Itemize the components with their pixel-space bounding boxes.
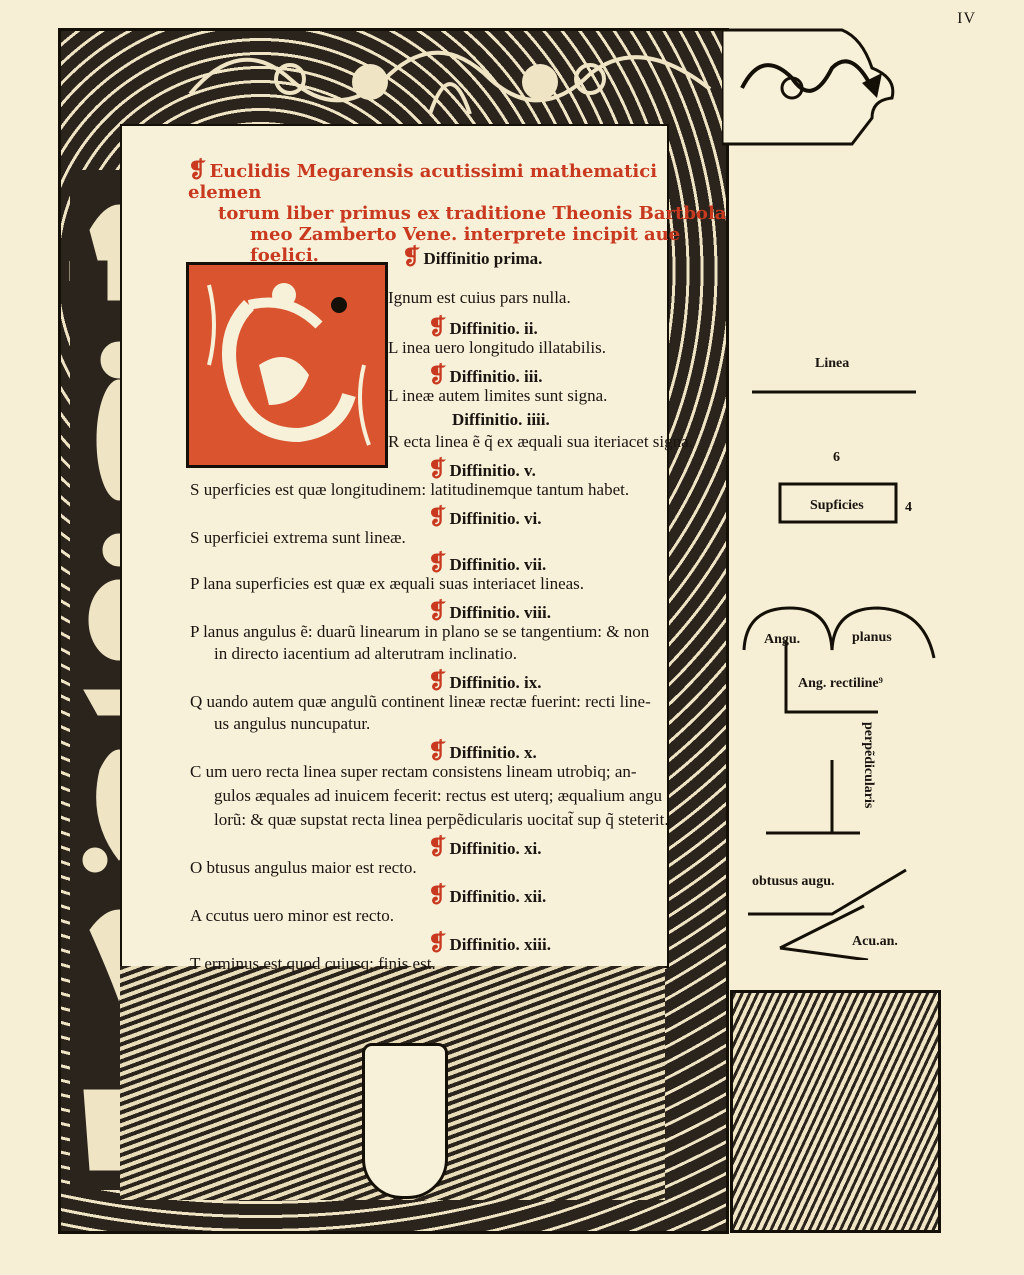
definition-text: S uperficies est quæ longitudinem: latitudinemque tantum habet. <box>190 480 630 499</box>
paragraph-mark-icon: ❡ <box>428 504 447 529</box>
definition-title: ❡ Diffinitio. viii. <box>428 598 551 623</box>
definition-text: R ecta linea ẽ q̃ ex æquali sua iteriacet signa. <box>388 432 693 451</box>
blank-shield <box>362 1043 448 1199</box>
definition-title: ❡ Diffinitio. xiii. <box>428 930 551 955</box>
paragraph-mark-icon: ❡ <box>428 882 447 907</box>
definition-title: ❡ Diffinitio prima. <box>402 244 543 269</box>
definition-title: Diffinitio. iiii. <box>452 410 550 429</box>
border-top-ornament <box>722 28 902 146</box>
planus-label: planus <box>852 630 892 645</box>
length-six-label: 6 <box>833 450 840 465</box>
paragraph-mark-icon: ❡ <box>188 157 207 183</box>
definition-text: O btusus angulus maior est recto. <box>190 858 417 877</box>
width-four-label: 4 <box>905 500 912 515</box>
paragraph-mark-icon: ❡ <box>428 456 447 481</box>
paragraph-mark-icon: ❡ <box>402 244 421 269</box>
decorated-initial <box>186 262 388 468</box>
paragraph-mark-icon: ❡ <box>428 834 447 859</box>
definition-title: ❡ Diffinitio. x. <box>428 738 537 763</box>
definition-text: us angulus nuncupatur. <box>214 714 371 733</box>
definition-title: ❡ Diffinitio. vi. <box>428 504 542 529</box>
definition-text: P lanus angulus ẽ: duarũ linearum in plano se se tangentium: & non <box>190 622 650 641</box>
definition-title: ❡ Diffinitio. ii. <box>428 314 538 339</box>
definition-title: ❡ Diffinitio. xi. <box>428 834 542 859</box>
perpendicularis-label: perpẽdicularis <box>861 722 876 809</box>
definition-title: ❡ Diffinitio. v. <box>428 456 536 481</box>
paragraph-mark-icon: ❡ <box>428 930 447 955</box>
definition-text: A ccutus uero minor est recto. <box>190 906 394 925</box>
rectilineus-label: Ang. rectiline⁹ <box>798 676 883 691</box>
title-line-1: ❡ Euclidis Megarensis acutissimi mathematici elemen <box>188 157 658 203</box>
paragraph-mark-icon: ❡ <box>428 362 447 387</box>
definition-title: ❡ Diffinitio. iii. <box>428 362 543 387</box>
definition-text: in directo iacentium ad alterutram inclinatio. <box>214 644 518 663</box>
paragraph-mark-icon: ❡ <box>428 550 447 575</box>
definition-title: ❡ Diffinitio. xii. <box>428 882 547 907</box>
definition-text: Ignum est cuius pars nulla. <box>388 288 571 307</box>
page-number: IV <box>957 10 976 27</box>
definition-text: C um uero recta linea super rectam consistens lineam utrobiq; an- <box>190 762 637 781</box>
linea-label: Linea <box>815 356 850 371</box>
definition-text: T erminus est quod cuiusq; finis est. <box>190 954 436 973</box>
definition-text: L inea uero longitudo illatabilis. <box>388 338 606 357</box>
paragraph-mark-icon: ❡ <box>428 314 447 339</box>
definition-text: gulos æquales ad inuicem fecerit: rectus est uterq; æqualium angu <box>214 786 663 805</box>
title-line-3: meo Zamberto Vene. interprete incipit aue foelici. <box>250 224 681 266</box>
top-scroll-ornament <box>180 34 720 122</box>
margin-diagrams <box>740 340 940 960</box>
definition-text: L ineæ autem limites sunt signa. <box>388 386 608 405</box>
superficies-label: Supficies <box>810 498 864 513</box>
paragraph-mark-icon: ❡ <box>428 738 447 763</box>
definition-title: ❡ Diffinitio. ix. <box>428 668 542 693</box>
definition-text: P lana superficies est quæ ex æquali suas interiacet lineas. <box>190 574 585 593</box>
paragraph-mark-icon: ❡ <box>428 668 447 693</box>
obtusus-label: obtusus augu. <box>752 874 835 889</box>
angulus-label: Angu. <box>764 632 801 647</box>
perpendicular-diagram <box>766 760 860 833</box>
definition-text: Q uando autem quæ angulũ continent lineæ rectæ fuerint: recti line- <box>190 692 651 711</box>
paragraph-mark-icon: ❡ <box>428 598 447 623</box>
title-line-2: torum liber primus ex traditione Theonis Bartbola <box>218 203 727 224</box>
definition-text: lorũ: & quæ supstat recta linea perpẽdicularis uocitat̃ sup q̃ steterit. <box>214 810 669 829</box>
definition-text: S uperficiei extrema sunt lineæ. <box>190 528 406 547</box>
bottom-right-frieze <box>730 990 941 1233</box>
acutus-label: Acu.an. <box>852 934 898 949</box>
definition-title: ❡ Diffinitio. vii. <box>428 550 547 575</box>
